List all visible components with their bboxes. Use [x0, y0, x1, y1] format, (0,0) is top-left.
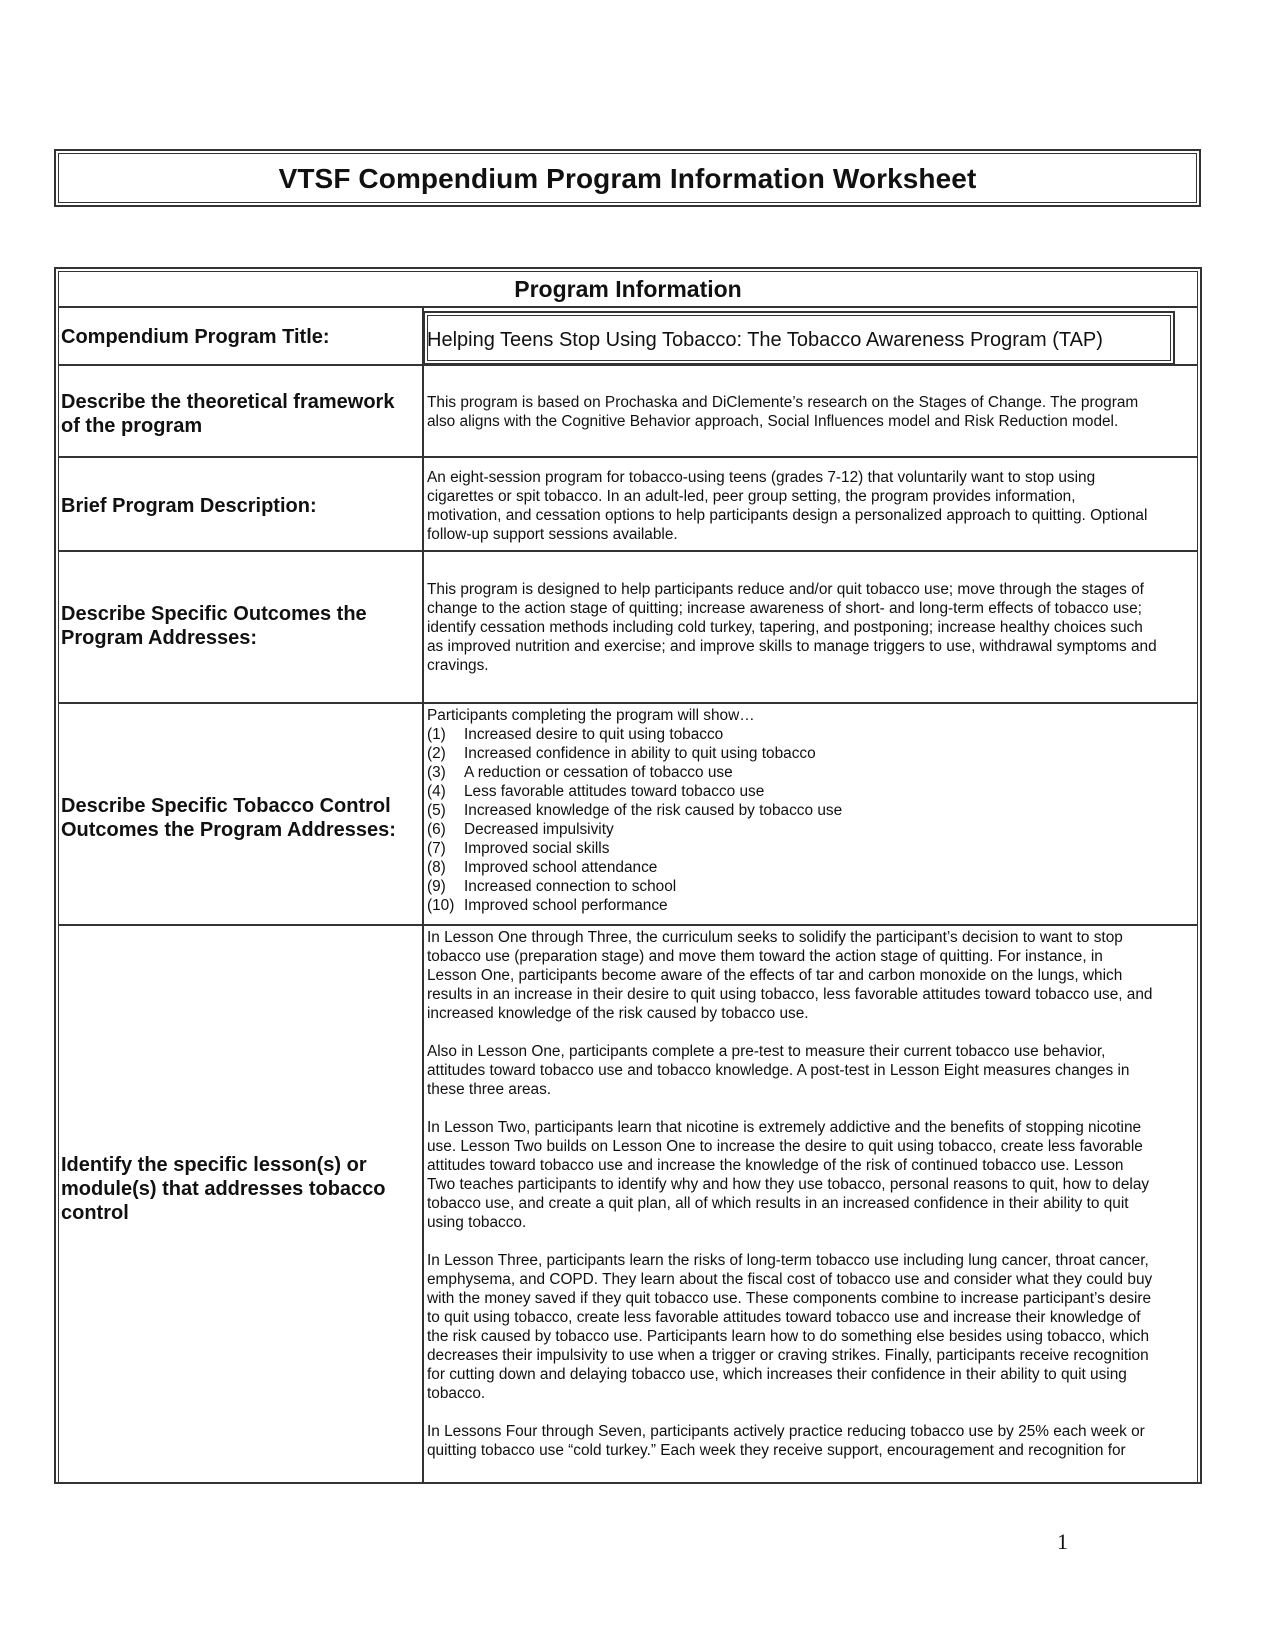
column-divider [422, 926, 424, 1484]
list-number: (1) [427, 726, 446, 743]
text-line: to quit using tobacco, create less favorable attitudes toward tobacco use and increase their knowledge of [427, 1309, 1141, 1326]
text-line: Two teaches participants to identify why and how they use tobacco, personal reasons to quit, how to delay [427, 1176, 1150, 1193]
list-text: Increased knowledge of the risk caused by tobacco use [464, 802, 843, 819]
label-line: Identify the specific lesson(s) or [61, 1154, 367, 1176]
list-number: (6) [427, 821, 446, 838]
lessons-label [61, 1153, 416, 1225]
text-line: decreases their impulsivity to use when a trigger or craving strikes. Finally, participants receive recognition [427, 1347, 1149, 1364]
page-number: 1 [1057, 1529, 1068, 1554]
row-outcomes [59, 550, 1197, 704]
list-text: Less favorable attitudes toward tobacco use [464, 783, 765, 800]
text-line: In Lesson Two, participants learn that nicotine is extremely addictive and the benefits of stopping nicotine [427, 1119, 1142, 1136]
list-number: (9) [427, 878, 446, 895]
text-line: This program is designed to help participants reduce and/or quit tobacco use; move through the stages of [427, 581, 1144, 598]
text-line: emphysema, and COPD. They learn about the fiscal cost of tobacco use and consider what they could buy [427, 1271, 1153, 1288]
list-item [427, 801, 1195, 820]
framework-text [427, 393, 1195, 431]
lesson-paragraph [427, 1422, 1195, 1460]
list-number: (3) [427, 764, 446, 781]
text-line: the risk caused by tobacco use. Participants learn how to do something else besides using tobacco, which [427, 1328, 1150, 1345]
text-line: cigarettes or spit tobacco. In an adult-led, peer group setting, the program provides information, [427, 488, 1076, 505]
document-title: VTSF Compendium Program Information Worksheet [278, 163, 977, 194]
column-divider [422, 366, 424, 458]
text-line: attitudes toward tobacco use and tobacco knowledge. A post-test in Lesson Eight measures changes in [427, 1062, 1130, 1079]
label-line: Describe Specific Outcomes the [61, 603, 367, 625]
outcomes-text [427, 580, 1195, 675]
text-line: Lesson One, participants become aware of the effects of tar and carbon monoxide on the lungs, which [427, 967, 1123, 984]
table-inner-border [58, 271, 1198, 1482]
list-item [427, 763, 1195, 782]
text-line: as improved nutrition and exercise; and improve skills to manage triggers to use, withdrawal symptoms and [427, 638, 1157, 655]
description-label: Brief Program Description: [61, 495, 317, 517]
label-line: Describe Specific Tobacco Control [61, 795, 391, 817]
text-line: follow-up support sessions available. [427, 526, 678, 543]
text-line: In Lesson One through Three, the curriculum seeks to solidify the participant’s decision to want to stop [427, 929, 1123, 946]
label-line: Outcomes the Program Addresses: [61, 819, 396, 841]
program-title-label: Compendium Program Title: [61, 326, 330, 348]
text-line: using tobacco. [427, 1214, 527, 1231]
list-item [427, 820, 1195, 839]
list-number: (4) [427, 783, 446, 800]
program-title-field[interactable]: Helping Teens Stop Using Tobacco: The Tobacco Awareness Program (TAP) [423, 311, 1175, 365]
list-item [427, 725, 1195, 744]
column-divider [422, 552, 424, 704]
text-line: change to the action stage of quitting; increase awareness of short- and long-term effects of tobacco use; [427, 600, 1142, 617]
list-text: Improved school attendance [464, 859, 658, 876]
list-number: (5) [427, 802, 446, 819]
text-line: also aligns with the Cognitive Behavior approach, Social Influences model and Risk Reduction model. [427, 413, 1119, 430]
column-divider [422, 704, 424, 926]
lesson-paragraph [427, 928, 1195, 1023]
text-line: results in an increase in their desire to quit using tobacco, less favorable attitudes toward tobacco use, and [427, 986, 1153, 1003]
text-line: with the money saved if they quit tobacco use. These components combine to increase participant’s desire [427, 1290, 1152, 1307]
text-line: In Lesson Three, participants learn the risks of long-term tobacco use including lung cancer, throat cancer, [427, 1252, 1149, 1269]
lesson-paragraph [427, 1251, 1195, 1403]
list-text: Increased confidence in ability to quit using tobacco [464, 745, 816, 762]
list-text: Increased connection to school [464, 878, 677, 895]
section-heading: Program Information [514, 276, 742, 302]
column-divider [422, 458, 424, 552]
text-line: tobacco use (preparation stage) and move them toward the action stage of quitting. For instance, in [427, 948, 1103, 965]
text-line: quitting tobacco use “cold turkey.” Each week they receive support, encouragement and recognition for [427, 1442, 1126, 1459]
text-line: for cutting down and delaying tobacco use, which increases their confidence in their ability to quit using [427, 1366, 1127, 1383]
tobacco-outcomes-list [427, 706, 1195, 915]
text-line: these three areas. [427, 1081, 552, 1098]
list-text: Improved social skills [464, 840, 610, 857]
document-title-box [54, 149, 1201, 207]
text-line: tobacco use, and create a quit plan, all of which results in an increased confidence in their ability to quit [427, 1195, 1129, 1212]
text-line: identify cessation methods including cold turkey, tapering, and postponing; increase healthy choices such [427, 619, 1143, 636]
label-line: module(s) that addresses tobacco [61, 1178, 386, 1200]
list-text: Decreased impulsivity [464, 821, 614, 838]
row-framework [59, 364, 1197, 458]
list-text: A reduction or cessation of tobacco use [464, 764, 733, 781]
text-line: In Lessons Four through Seven, participants actively practice reducing tobacco use by 25% each week or [427, 1423, 1145, 1440]
program-info-table [54, 267, 1202, 1484]
text-line: Also in Lesson One, participants complete a pre-test to measure their current tobacco use behavior, [427, 1043, 1106, 1060]
text-line: cravings. [427, 657, 489, 674]
text-line: An eight-session program for tobacco-using teens (grades 7-12) that voluntarily want to stop using [427, 469, 1096, 486]
text-line: tobacco. [427, 1385, 486, 1402]
row-tobacco-outcomes [59, 702, 1197, 926]
lesson-paragraph [427, 1042, 1195, 1099]
list-item [427, 744, 1195, 763]
list-number: (7) [427, 840, 446, 857]
row-description [59, 456, 1197, 552]
list-text: Improved school performance [464, 897, 668, 914]
description-text [427, 468, 1195, 544]
label-line: of the program [61, 415, 203, 437]
label-line: Program Addresses: [61, 627, 257, 649]
row-program-title [59, 306, 1197, 366]
list-item [427, 896, 1195, 915]
text-line: motivation, and cessation options to help participants design a personalized approach to quitting. Optional [427, 507, 1148, 524]
list-item [427, 839, 1195, 858]
framework-label [61, 390, 416, 438]
text-line: use. Lesson Two builds on Lesson One to increase the desire to quit using tobacco, create less favorable [427, 1138, 1143, 1155]
list-item [427, 782, 1195, 801]
row-lessons [59, 924, 1197, 1484]
list-number: (8) [427, 859, 446, 876]
label-line: Describe the theoretical framework [61, 391, 395, 413]
text-line: attitudes toward tobacco use and increase the knowledge of the risk of continued tobacco use. Lesson [427, 1157, 1124, 1174]
text-line: This program is based on Prochaska and DiClemente’s research on the Stages of Change. The program [427, 394, 1139, 411]
list-item [427, 877, 1195, 896]
text-line: increased knowledge of the risk caused by tobacco use. [427, 1005, 809, 1022]
list-text: Increased desire to quit using tobacco [464, 726, 724, 743]
lesson-paragraph [427, 1118, 1195, 1232]
list-item [427, 858, 1195, 877]
lessons-text [427, 928, 1195, 1460]
label-line: control [61, 1202, 129, 1224]
outcomes-label [61, 602, 416, 650]
list-intro: Participants completing the program will show… [427, 707, 755, 724]
tobacco-outcomes-label [61, 794, 416, 842]
list-number: (2) [427, 745, 446, 762]
list-number: (10) [427, 897, 455, 914]
